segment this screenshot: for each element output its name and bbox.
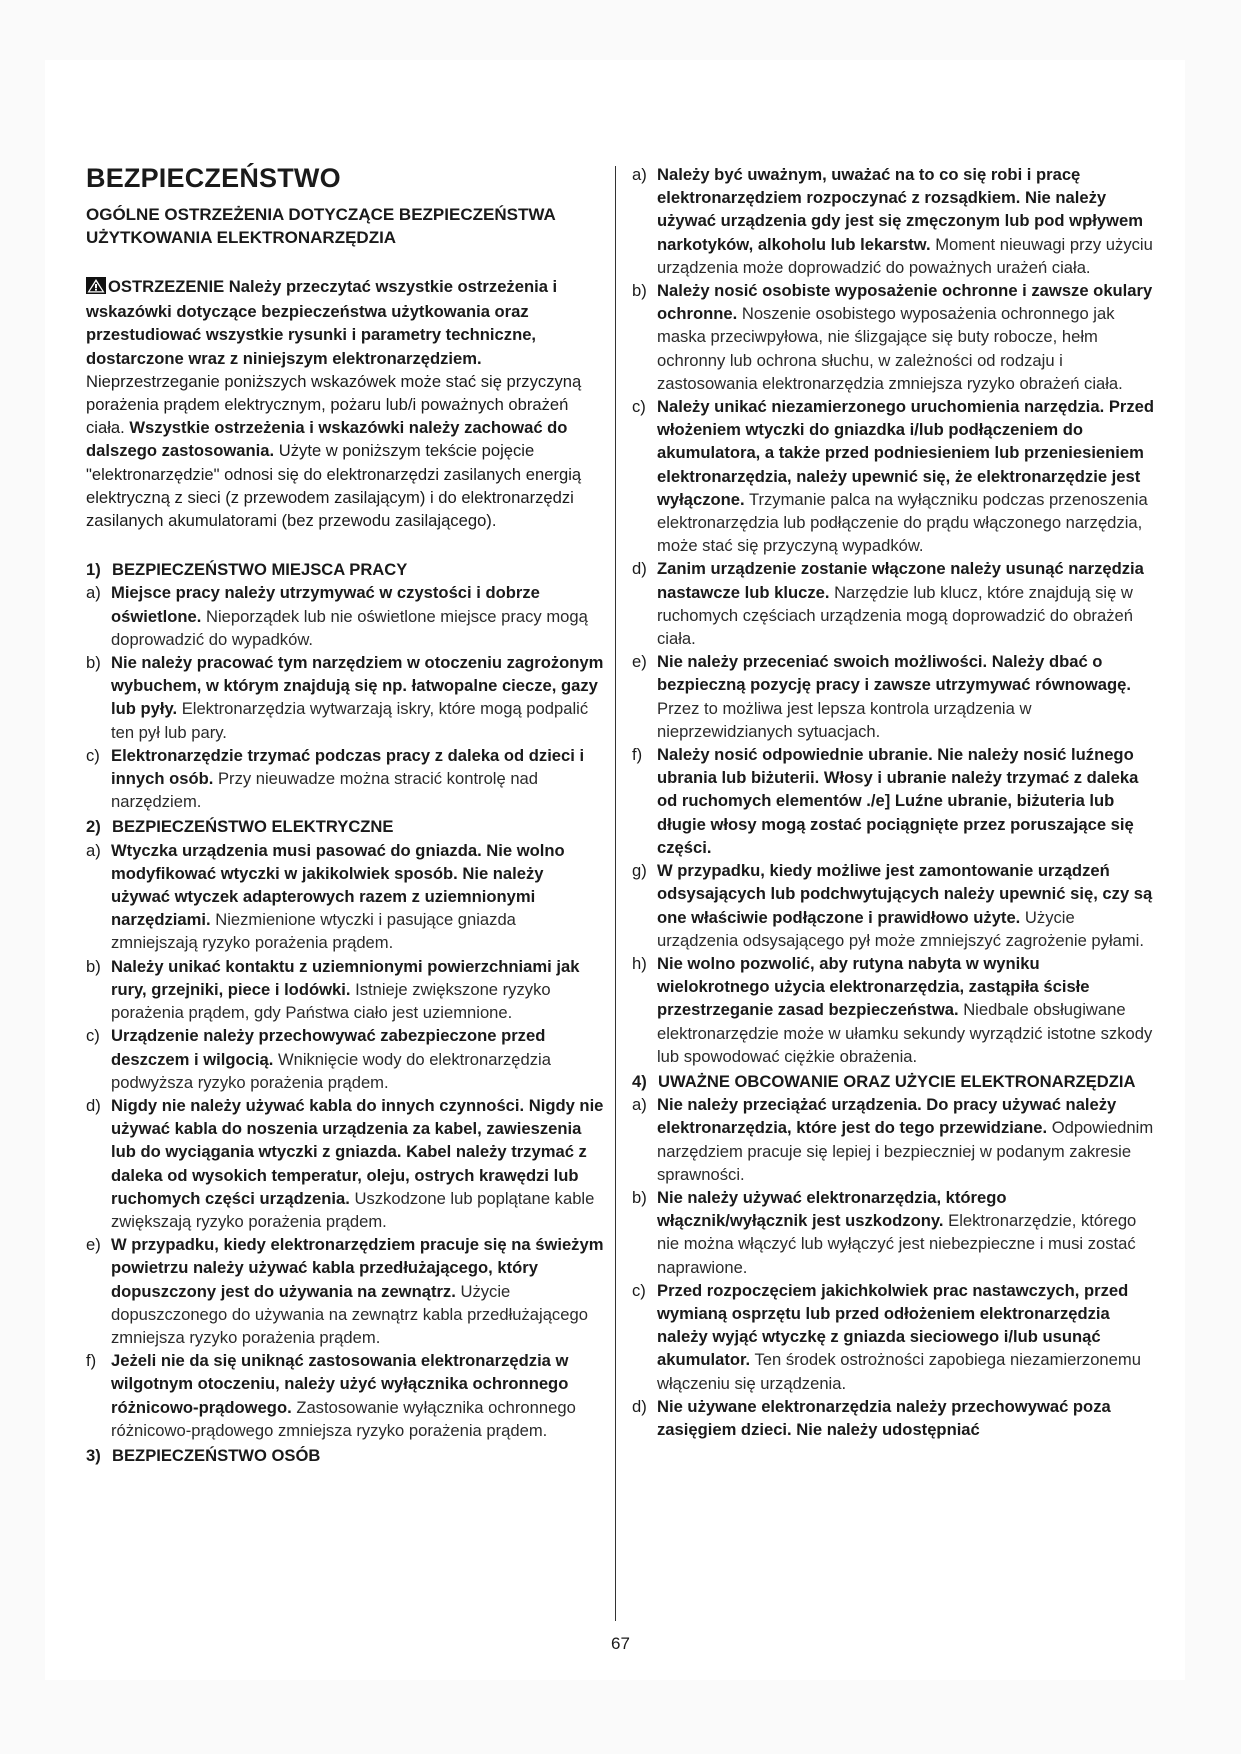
warning-label: OSTRZEZENIE	[108, 277, 225, 296]
right-column	[632, 163, 1155, 1441]
list-item: f) Jeżeli nie da się uniknąć zastosowania elektronarzędzia w wilgotnym otoczeniu, należy użyć wyłącznika ochronnego różnicowo-prądowego. Zastosowanie wyłącznika ochronnego różnicowo-prądowego zmniejsza ryzyko porażenia prądem.	[86, 1351, 576, 1440]
warning-bold-1: Należy przeczytać wszystkie ostrzeżenia i wskazówki dotyczące bezpieczeństwa użytkowania oraz przestudiować wszystkie rysunki i parametry techniczne, dostarczone wraz z niniejszym elektronarzędziem.	[86, 277, 558, 368]
list-item: a) Wtyczka urządzenia musi pasować do gniazda. Nie wolno modyfikować wtyczki w jakikolwiek sposób. Nie należy używać wtyczek adapterowych razem z uziemnionymi narzędziami. Niezmienione wtyczki i pasujące gniazda zmniejszają ryzyko porażenia prądem.	[86, 840, 565, 953]
list-item: b) Nie należy pracować tym narzędziem w otoczeniu zagrożonym wybuchem, w którym znajdują się np. łatwopalne ciecze, gazy lub pyły. Elektronarzędzia wytwarzają iskry, które mogą podpalić ten pył lub pary.	[86, 653, 604, 742]
section-heading-3: 3) BEZPIECZEŃSTWO OSÓB	[86, 1445, 321, 1465]
list-item: e) W przypadku, kiedy elektronarzędziem pracuje się na świeżym powietrzu należy używać kabla przedłużającego, który dopuszczony jest do używania na zewnątrz. Użycie dopuszczonego do używania na zewnątrz kabla przedłużającego zmniejsza ryzyko porażenia prądem.	[86, 1235, 604, 1347]
list-item: d) Zanim urządzenie zostanie włączone należy usunąć narzędzia nastawcze lub klucze. Narzędzie lub klucz, które znajdują się w ruchomych częściach urządzenia mogą doprowadzić do obrażeń ciała.	[632, 559, 1144, 649]
section-heading-4: 4) UWAŻNE OBCOWANIE ORAZ UŻYCIE ELEKTRONARZĘDZIA	[632, 1071, 1136, 1091]
list-item: h) Nie wolno pozwolić, aby rutyna nabyta w wyniku wielokrotnego użycia elektronarzędzia, zastąpiła ścisłe przestrzeganie zasad bezpieczeństwa. Niedbale obsługiwane elektronarzędzie może w ułamku sekundy wyrządzić istotne szkody lub spowodować ciężkie obrażenia.	[632, 953, 1153, 1066]
list-item: c) Elektronarzędzie trzymać podczas pracy z daleka od dzieci i innych osób. Przy nieuwadze można stracić kontrolę nad narzędziem.	[86, 745, 585, 812]
section-subtitle: OGÓLNE OSTRZEŻENIA DOTYCZĄCE BEZPIECZEŃSTWA UŻYTKOWANIA ELEKTRONARZĘDZIA	[86, 205, 556, 247]
warning-text-2: Użyte w poniższym tekście pojęcie "elektronarzędzie" odnosi się do elektronarzędzi zasilanych energią elektryczną z sieci (z przewodem zasilającym) i do elektronarzędzi zasilanych akumulatorami (bez przewodu zasilającego).	[86, 441, 582, 531]
list-item: b) Nie należy używać elektronarzędzia, którego włącznik/wyłącznik jest uszkodzony. Elektronarzędzie, którego nie można włączyć lub wyłączyć jest niebezpieczne i musi zostać naprawione.	[632, 1187, 1137, 1277]
list-item: f) Należy nosić odpowiednie ubranie. Nie należy nosić luźnego ubrania lub biżuterii. Włosy i ubranie należy trzymać z daleka od ruchomych elementów ./e] Luźne ubranie, biżuteria lub długie włosy mogą zostać pociągnięte przez poruszające się części.	[632, 745, 1139, 857]
list-item: d) Nigdy nie należy używać kabla do innych czynności. Nigdy nie używać kabla do noszenia urządzenia za kabel, zawieszenia lub do wyciągania wtyczki z gniazda. Kabel należy trzymać z daleka od wysokich temperatur, oleju, ostrych krawędzi lub ruchomych części urządzenia. Uszkodzone lub poplątane kable zwiększają ryzyko porażenia prądem.	[86, 1095, 604, 1231]
warning-text-1: Nieprzestrzeganie poniższych wskazówek może stać się przyczyną porażenia prądem elektrycznym, pożaru lub/i poważnych obrażeń ciała.	[86, 371, 582, 438]
section-heading-2: 2) BEZPIECZEŃSTWO ELEKTRYCZNE	[86, 817, 394, 837]
list-item: e) Nie należy przeceniać swoich możliwości. Należy dbać o bezpieczną pozycję pracy i zawsze utrzymywać równowagę. Przez to możliwa jest lepsza kontrola urządzenia w nieprzewidzianych sytuacjach.	[632, 652, 1132, 741]
warning-paragraph	[86, 275, 606, 532]
column-divider	[615, 166, 616, 1621]
left-column	[86, 163, 606, 1467]
list-item: c) Przed rozpoczęciem jakichkolwiek prac nastawczych, przed wymianą osprzętu lub przed odłożeniem elektronarzędzia należy wyjąć wtyczkę z gniazda sieciowego i/lub usunąć akumulator. Ten środek ostrożności zapobiega niezamierzonemu włączeniu się urządzenia.	[632, 1280, 1141, 1393]
page-title: BEZPIECZEŃSTWO	[86, 163, 341, 193]
list-item: d) Nie używane elektronarzędzia należy przechowywać poza zasięgiem dzieci. Nie należy udostępniać	[632, 1396, 1111, 1439]
list-item: a) Miejsce pracy należy utrzymywać w czystości i dobrze oświetlone. Nieporządek lub nie oświetlone miejsce pracy mogą doprowadzić do wypadków.	[86, 583, 588, 649]
list-item: b) Należy unikać kontaktu z uziemnionymi powierzchniami jak rury, grzejniki, piece i lodówki. Istnieje zwiększone ryzyko porażenia prądem, gdy Państwa ciało jest uziemnione.	[86, 956, 580, 1023]
list-item: a) Nie należy przeciążać urządzenia. Do pracy używać należy elektronarzędzia, które jest do tego przewidziane. Odpowiednim narzędziem pracuje się lepiej i bezpieczniej w podanym zakresie sprawności.	[632, 1095, 1154, 1184]
list-item: g) W przypadku, kiedy możliwe jest zamontowanie urządzeń odsysających lub podchwytujących należy upewnić się, czy są one właściwie podłączone i prawidłowo użyte. Użycie urządzenia odsysającego pył może zmniejszyć zagrożenie pyłami.	[632, 861, 1153, 950]
warning-bold-2: Wszystkie ostrzeżenia i wskazówki należy zachować do dalszego zastosowania.	[86, 418, 568, 461]
list-item: b) Należy nosić osobiste wyposażenie ochronne i zawsze okulary ochronne. Noszenie osobistego wyposażenia ochronnego jak maska przeciwpyłowa, nie ślizgające się buty robocze, hełm ochronny lub ochrona słuchu, w zależności od rodzaju i zastosowania elektronarzędzia zmniejsza ryzyko obrażeń ciała.	[632, 281, 1153, 393]
list-item: c) Urządzenie należy przechowywać zabezpieczone przed deszczem i wilgocią. Wniknięcie wody do elektronarzędzia podwyższa ryzyko porażenia prądem.	[86, 1026, 551, 1092]
list-item: c) Należy unikać niezamierzonego uruchomienia narzędzia. Przed włożeniem wtyczki do gniazdka i/lub podłączeniem do akumulatora, a także przed podniesieniem lub przeniesieniem elektronarzędzia, należy upewnić się, że elektronarzędzie jest wyłączone. Trzymanie palca na wyłączniku podczas przenoszenia elektronarzędzia lub podłączenie do prądu włączonego narzędzia, może stać się przyczyną wypadków.	[632, 397, 1155, 556]
page-number: 67	[611, 1634, 630, 1653]
section-heading-1: 1) BEZPIECZEŃSTWO MIEJSCA PRACY	[86, 560, 408, 580]
list-item: a) Należy być uważnym, uważać na to co się robi i pracę elektronarzędziem rozpoczynać z rozsądkiem. Nie należy używać urządzenia gdy jest się zmęczonym lub pod wpływem narkotyków, alkoholu lub lekarstw. Moment nieuwagi przy użyciu urządzenia może doprowadzić do poważnych urażeń ciała.	[632, 165, 1153, 277]
warning-triangle-icon	[86, 277, 106, 300]
